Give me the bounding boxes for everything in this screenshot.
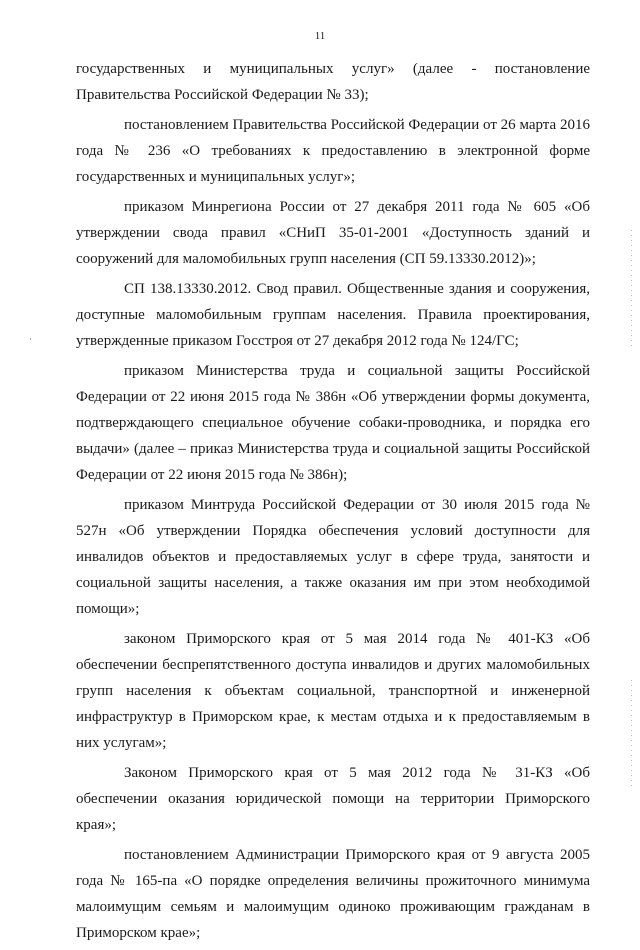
paragraph-1: государственных и муниципальных услуг» (далее - постановление Правительства Российской Федерации № 33); (76, 61, 590, 103)
document-body (76, 56, 590, 950)
paragraph-2: постановлением Правительства Российской Федерации от 26 марта 2016 года № 236 «О требованиях к предоставлению в электронной форме государственных и муниципальных услуг»; (76, 117, 590, 185)
paragraph-8: Законом Приморского края от 5 мая 2012 года № 31-КЗ «Об обеспечении оказания юридической помощи на территории Приморского края»; (76, 765, 590, 833)
paragraph-7: законом Приморского края от 5 мая 2014 года № 401-КЗ «Об обеспечении беспрепятственного доступа инвалидов и других маломобильных групп населения к объектам социальной, транспортной и инженерной инфраструктур в Приморском крае, к местам отдыха и к предоставляемым в них услугам»; (76, 631, 590, 751)
paragraph-6: приказом Минтруда Российской Федерации от 30 июля 2015 года № 527н «Об утверждении Порядка обеспечения условий доступности для инвалидов объектов и предоставляемых услуг в сфере труда, занятости и социальной защиты населения, а также оказания им при этом необходимой помощи»; (76, 497, 590, 617)
paragraph-9: постановлением Администрации Приморского края от 9 августа 2005 года № 165-па «О порядке определения величины прожиточного минимума малоимущим семьям и малоимущим одиноко проживающим гражданам в Приморском крае»; (76, 847, 590, 941)
paragraph-5: приказом Министерства труда и социальной защиты Российской Федерации от 22 июня 2015 года № 386н «Об утверждении формы документа, подтверждающего специальное обучение собаки-проводника, и порядка его выдачи» (далее – приказ Министерства труда и социальной защиты Российской Федерации от 22 июня 2015 года № 386н); (76, 363, 590, 483)
page-number: 11 (314, 30, 326, 42)
scan-edge-artifact (631, 680, 632, 790)
scan-edge-artifact (631, 230, 632, 350)
scan-speck (30, 338, 31, 340)
paragraph-3: приказом Минрегиона России от 27 декабря 2011 года № 605 «Об утверждении свода правил «СНиП 35-01-2001 «Доступность зданий и сооружений для маломобильных групп населения (СП 59.13330.2012)»; (76, 199, 590, 267)
paragraph-4: СП 138.13330.2012. Свод правил. Общественные здания и сооружения, доступные маломобильным группам населения. Правила проектирования, утвержденные приказом Госстроя от 27 декабря 2012 года № 124/ГС; (76, 281, 590, 349)
